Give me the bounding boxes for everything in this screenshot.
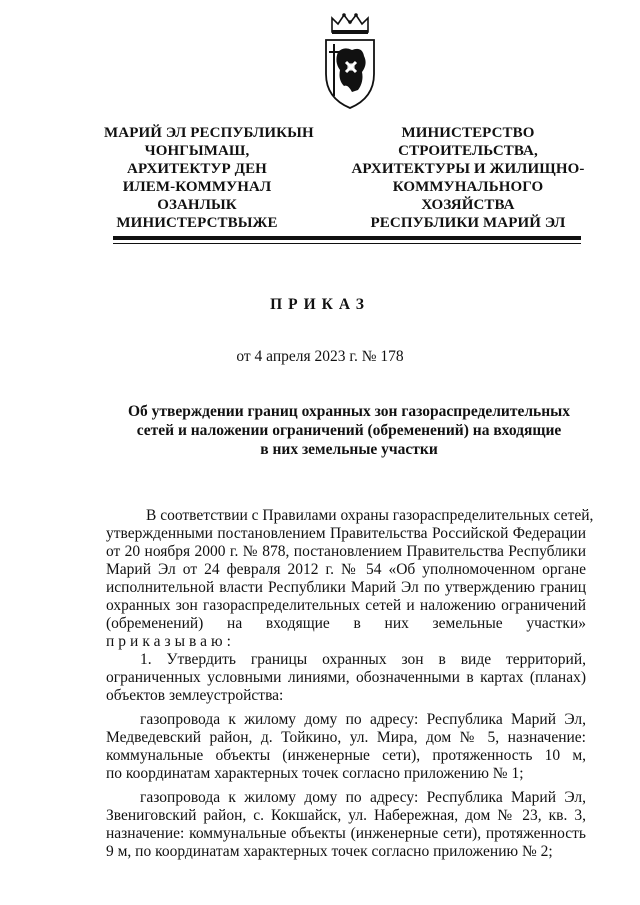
- header-left-line: ОЗАНЛЫК: [157, 197, 237, 213]
- paragraph-item-1: [106, 651, 586, 705]
- header-divider-thin: [113, 243, 581, 244]
- body-line: назначение: коммунальные объекты (инженерные сети), протяженность: [106, 825, 586, 842]
- document-type-title: ПРИКАЗ: [270, 296, 370, 313]
- document-body: [106, 507, 594, 861]
- body-line: Звениговский район, с. Кокшайск, ул. Набережная, дом № 23, кв. 3,: [106, 807, 586, 824]
- body-line: газопровода к жилому дому по адресу: Республика Марий Эл,: [140, 711, 586, 728]
- body-line: ограниченных условными линиями, обозначенными в картах (планах): [106, 669, 586, 686]
- body-line: (обременений) на входящие в них земельные участки»: [106, 615, 586, 632]
- body-line: утвержденными постановлением Правительства Российской Федерации: [106, 525, 586, 542]
- header-left-line: ИЛЕМ-КОММУНАЛ: [122, 179, 272, 195]
- header-right-line: РЕСПУБЛИКИ МАРИЙ ЭЛ: [370, 215, 566, 231]
- subject-line: сетей и наложении ограничений (обременений) на входящие: [136, 422, 562, 439]
- header-left-line: АРХИТЕКТУР ДЕН: [127, 161, 267, 177]
- body-line: газопровода к жилому дому по адресу: Республика Марий Эл,: [140, 789, 586, 806]
- header-right-line: ХОЗЯЙСТВА: [421, 197, 515, 213]
- header-left-line: МАРИЙ ЭЛ РЕСПУБЛИКЫН: [104, 125, 314, 141]
- body-line: 1. Утвердить границы охранных зон в виде территорий,: [140, 651, 586, 668]
- body-line: по координатам характерных точек согласно приложению № 1;: [106, 765, 524, 782]
- document-date-number: от 4 апреля 2023 г. № 178: [236, 348, 404, 365]
- paragraph-item-1b: [106, 789, 586, 861]
- body-line: от 20 ноября 2000 г. № 878, постановлением Правительства Республики: [106, 543, 586, 560]
- header-divider-thick: [113, 236, 581, 240]
- header-right-line: МИНИСТЕРСТВО: [401, 125, 535, 141]
- prikazyvayu-word: приказываю:: [106, 633, 235, 650]
- header-left-line: ЧОНГЫМАШ,: [144, 143, 250, 159]
- header-right-line: КОММУНАЛЬНОГО: [392, 179, 544, 195]
- body-line: объектов землеустройства:: [106, 687, 284, 704]
- document-subject: [112, 402, 586, 459]
- header-left-line: МИНИСТЕРСТВЫЖЕ: [116, 215, 278, 231]
- header-left-block: [104, 124, 314, 232]
- header-right-line: АРХИТЕКТУРЫ И ЖИЛИЩНО-: [351, 161, 585, 177]
- body-line: Медведевский район, д. Тойкино, ул. Мира, дом № 5, назначение:: [106, 729, 586, 746]
- paragraph-item-1a: [106, 711, 586, 783]
- header-right-line: СТРОИТЕЛЬСТВА,: [398, 143, 538, 159]
- body-line: В соответствии с Правилами охраны газораспределительных сетей,: [146, 507, 594, 524]
- body-line: Марий Эл от 24 февраля 2012 г. № 54 «Об уполномоченном органе: [106, 561, 586, 578]
- body-line: коммунальные объекты (инженерные сети), протяженность 10 м,: [106, 747, 586, 764]
- paragraph-preamble: [106, 507, 594, 651]
- body-line: охранных зон газораспределительных сетей и наложению ограничений: [106, 597, 586, 614]
- header-right-block: [350, 124, 586, 232]
- body-line: 9 м, по координатам характерных точек согласно приложению № 2;: [106, 843, 553, 860]
- subject-line: Об утверждении границ охранных зон газораспределительных: [127, 403, 571, 420]
- coat-of-arms-emblem: [318, 12, 382, 112]
- body-line: исполнительной власти Республики Марий Эл по утверждению границ: [106, 579, 586, 596]
- subject-line: в них земельные участки: [260, 441, 438, 458]
